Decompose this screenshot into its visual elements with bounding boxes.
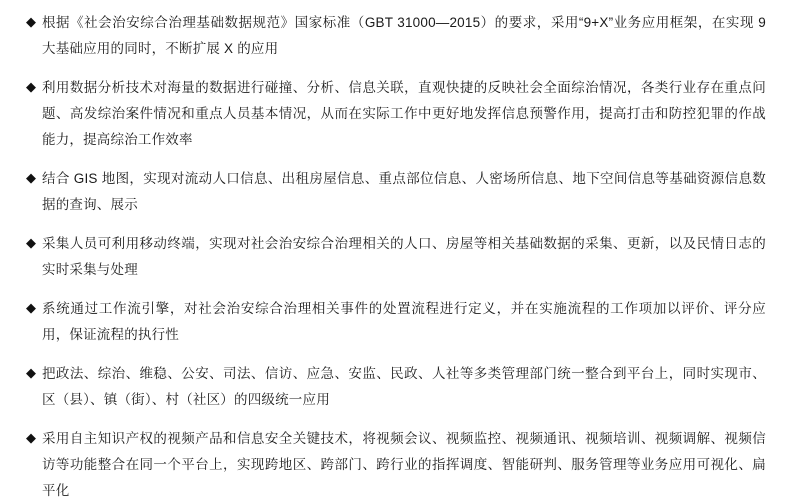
diamond-bullet-icon: ◆: [26, 14, 36, 29]
list-item: [26, 231, 766, 283]
list-item: [26, 296, 766, 348]
diamond-bullet-icon: ◆: [26, 235, 36, 250]
list-item-text: 采用自主知识产权的视频产品和信息安全关键技术，将视频会议、视频监控、视频通讯、视频培训、视频调解、视频信访等功能整合在同一个平台上，实现跨地区、跨部门、跨行业的指挥调度、智能研判、服务管理等业务应用可视化、扁平化: [42, 431, 766, 498]
list-item: [26, 10, 766, 62]
list-item-text: 利用数据分析技术对海量的数据进行碰撞、分析、信息关联，直观快捷的反映社会全面综治情况，各类行业存在重点问题、高发综治案件情况和重点人员基本情况，从而在实际工作中更好地发挥信息预警作用，提高打击和防控犯罪的作战能力，提高综治工作效率: [42, 80, 766, 147]
diamond-bullet-icon: ◆: [26, 300, 36, 315]
feature-bullet-list: [26, 10, 766, 504]
list-item: [26, 426, 766, 504]
list-item-text: 采集人员可利用移动终端，实现对社会治安综合治理相关的人口、房屋等相关基础数据的采集、更新，以及民情日志的实时采集与处理: [42, 236, 766, 277]
list-item-text: 系统通过工作流引擎，对社会治安综合治理相关事件的处置流程进行定义，并在实施流程的工作项加以评价、评分应用，保证流程的执行性: [42, 301, 766, 342]
list-item: [26, 75, 766, 153]
list-item: [26, 361, 766, 413]
diamond-bullet-icon: ◆: [26, 170, 36, 185]
diamond-bullet-icon: ◆: [26, 365, 36, 380]
diamond-bullet-icon: ◆: [26, 79, 36, 94]
list-item-text: 把政法、综治、维稳、公安、司法、信访、应急、安监、民政、人社等多类管理部门统一整合到平台上，同时实现市、区（县）、镇（街）、村（社区）的四级统一应用: [42, 366, 766, 407]
list-item-text: 根据《社会治安综合治理基础数据规范》国家标准（GBT 31000—2015）的要求，采用“9+X”业务应用框架，在实现 9 大基础应用的同时，不断扩展 X 的应用: [42, 15, 766, 56]
list-item: [26, 166, 766, 218]
list-item-text: 结合 GIS 地图，实现对流动人口信息、出租房屋信息、重点部位信息、人密场所信息、地下空间信息等基础资源信息数据的查询、展示: [42, 171, 766, 212]
diamond-bullet-icon: ◆: [26, 430, 36, 445]
